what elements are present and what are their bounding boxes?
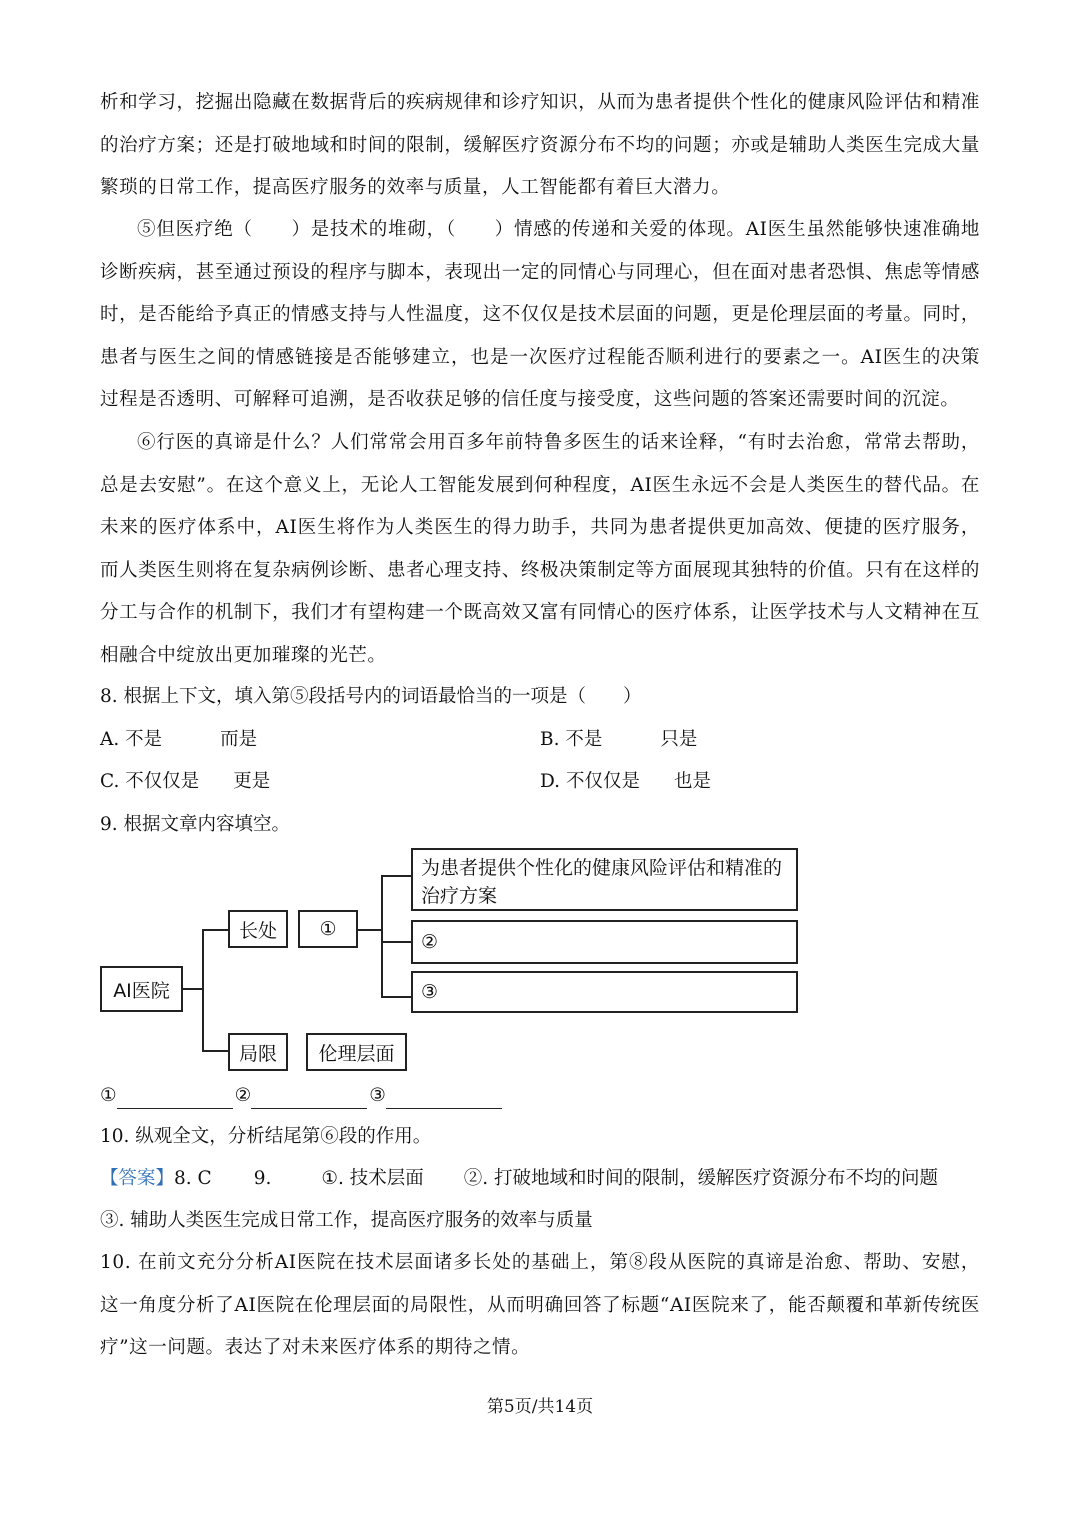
question-8-stem: 8. 根据上下文，填入第⑤段括号内的词语最恰当的一项是（ ） [100, 686, 642, 707]
blank-label-2: ② [234, 1085, 252, 1106]
option-b [540, 726, 697, 754]
answer-9-3: ③. 辅助人类医生完成日常工作，提高医疗服务的效率与质量 [100, 1210, 593, 1231]
blank-label-3: ③ [369, 1085, 386, 1106]
question-9-blanks [100, 1083, 504, 1109]
answer-tag: 【答案】 [100, 1168, 175, 1189]
blank-label-1: ① [100, 1085, 117, 1106]
option-a [100, 726, 257, 754]
diagram-root-box: AI医院 [100, 966, 183, 1012]
option-c-letter: C. [100, 771, 120, 792]
option-b-word1: 不是 [565, 729, 603, 750]
option-a-word1: 不是 [125, 729, 163, 750]
answer-blank-2[interactable] [251, 1088, 367, 1109]
diagram-limits-box: 局限 [228, 1033, 288, 1071]
diagram-strengths-box: 长处 [228, 910, 288, 948]
diagram-connector [202, 929, 204, 1052]
paragraph-6: ⑥行医的真谛是什么？人们常常会用百多年前特鲁多医生的话来诠释，“有时去治愈，常常去帮助，总是去安慰”。在这个意义上，无论人工智能发展到何种程度，AI医生永远不会是人类医生的替代品。在未来的医疗体系中，AI医生将作为人类医生的得力助手，共同为患者提供更加高效、便捷的医疗服务，而人类医生则将在复杂病例诊断、患者心理支持、终极决策制定等方面展现其独特的价值。只有在这样的分工与合作的机制下，我们才有望构建一个既高效又富有同情心的医疗体系，让医学技术与人文精神在互相融合中绽放出更加璀璨的光芒。 [100, 432, 980, 666]
option-b-word2: 只是 [660, 729, 698, 750]
question-10-stem: 10. 纵观全文，分析结尾第⑥段的作用。 [100, 1126, 432, 1147]
diagram-connector [381, 996, 411, 998]
answer-10: 10. 在前文充分分析AI医院在技术层面诸多长处的基础上，第⑧段从医院的真谛是治愈、帮助、安慰，这一角度分析了AI医院在伦理层面的局限性，从而明确回答了标题“AI医院来了，能否颠覆和革新传统医疗”这一问题。表达了对未来医疗体系的期待之情。 [100, 1252, 980, 1358]
option-c-word2: 更是 [233, 771, 271, 792]
answer-line-1 [100, 1158, 980, 1200]
option-b-letter: B. [540, 729, 560, 750]
diagram-connector [381, 875, 411, 877]
option-a-word2: 而是 [220, 729, 258, 750]
answer-blank-3[interactable] [386, 1088, 502, 1109]
diagram-connector [202, 1050, 228, 1052]
option-a-letter: A. [100, 729, 120, 750]
diagram-item2-box: ② [411, 920, 798, 964]
diagram-ethics-box: 伦理层面 [306, 1033, 407, 1071]
paragraph-4-continued: 析和学习，挖掘出隐藏在数据背后的疾病规律和诊疗知识，从而为患者提供个性化的健康风险评估和精准的治疗方案；还是打破地域和时间的限制，缓解医疗资源分布不均的问题；亦或是辅助人类医生完成大量繁琐的日常工作，提高医疗服务的效率与质量，人工智能都有着巨大潜力。 [100, 92, 980, 198]
answer-9-2: ②. 打破地域和时间的限制，缓解医疗资源分布不均的问题 [463, 1168, 938, 1189]
option-c [100, 768, 270, 796]
diagram-item1-box: 为患者提供个性化的健康风险评估和精准的治疗方案 [411, 848, 798, 911]
answer-blank-1[interactable] [117, 1088, 233, 1109]
page-footer: 第5页/共14页 [486, 1397, 594, 1417]
diagram-blank1-box: ① [298, 910, 358, 948]
diagram-connector [381, 875, 383, 998]
option-d-word1: 不仅仅是 [565, 771, 640, 792]
answer-9-1: ①. 技术层面 [321, 1168, 424, 1189]
option-d-word2: 也是 [673, 771, 711, 792]
option-d [540, 768, 711, 796]
diagram-item3-box: ③ [411, 971, 798, 1013]
diagram-connector [202, 929, 228, 931]
diagram-connector [183, 988, 203, 990]
question-9-stem: 9. 根据文章内容填空。 [100, 814, 291, 835]
answer-8: 8. C [174, 1168, 212, 1189]
answer-9-number: 9. [253, 1168, 272, 1189]
diagram-connector [381, 941, 411, 943]
paragraph-5: ⑤但医疗绝（ ）是技术的堆砌，（ ）情感的传递和关爱的体现。AI医生虽然能够快速准确地诊断疾病，甚至通过预设的程序与脚本，表现出一定的同情心与同理心，但在面对患者恐惧、焦虑等情感时，是否能给予真正的情感支持与人性温度，这不仅仅是技术层面的问题，更是伦理层面的考量。同时，患者与医生之间的情感链接是否能够建立，也是一次医疗过程能否顺利进行的要素之一。AI医生的决策过程是否透明、可解释可追溯，是否收获足够的信任度与接受度，这些问题的答案还需要时间的沉淀。 [100, 219, 980, 410]
diagram-connector [358, 929, 382, 931]
option-d-letter: D. [540, 771, 561, 792]
option-c-word1: 不仅仅是 [125, 771, 200, 792]
